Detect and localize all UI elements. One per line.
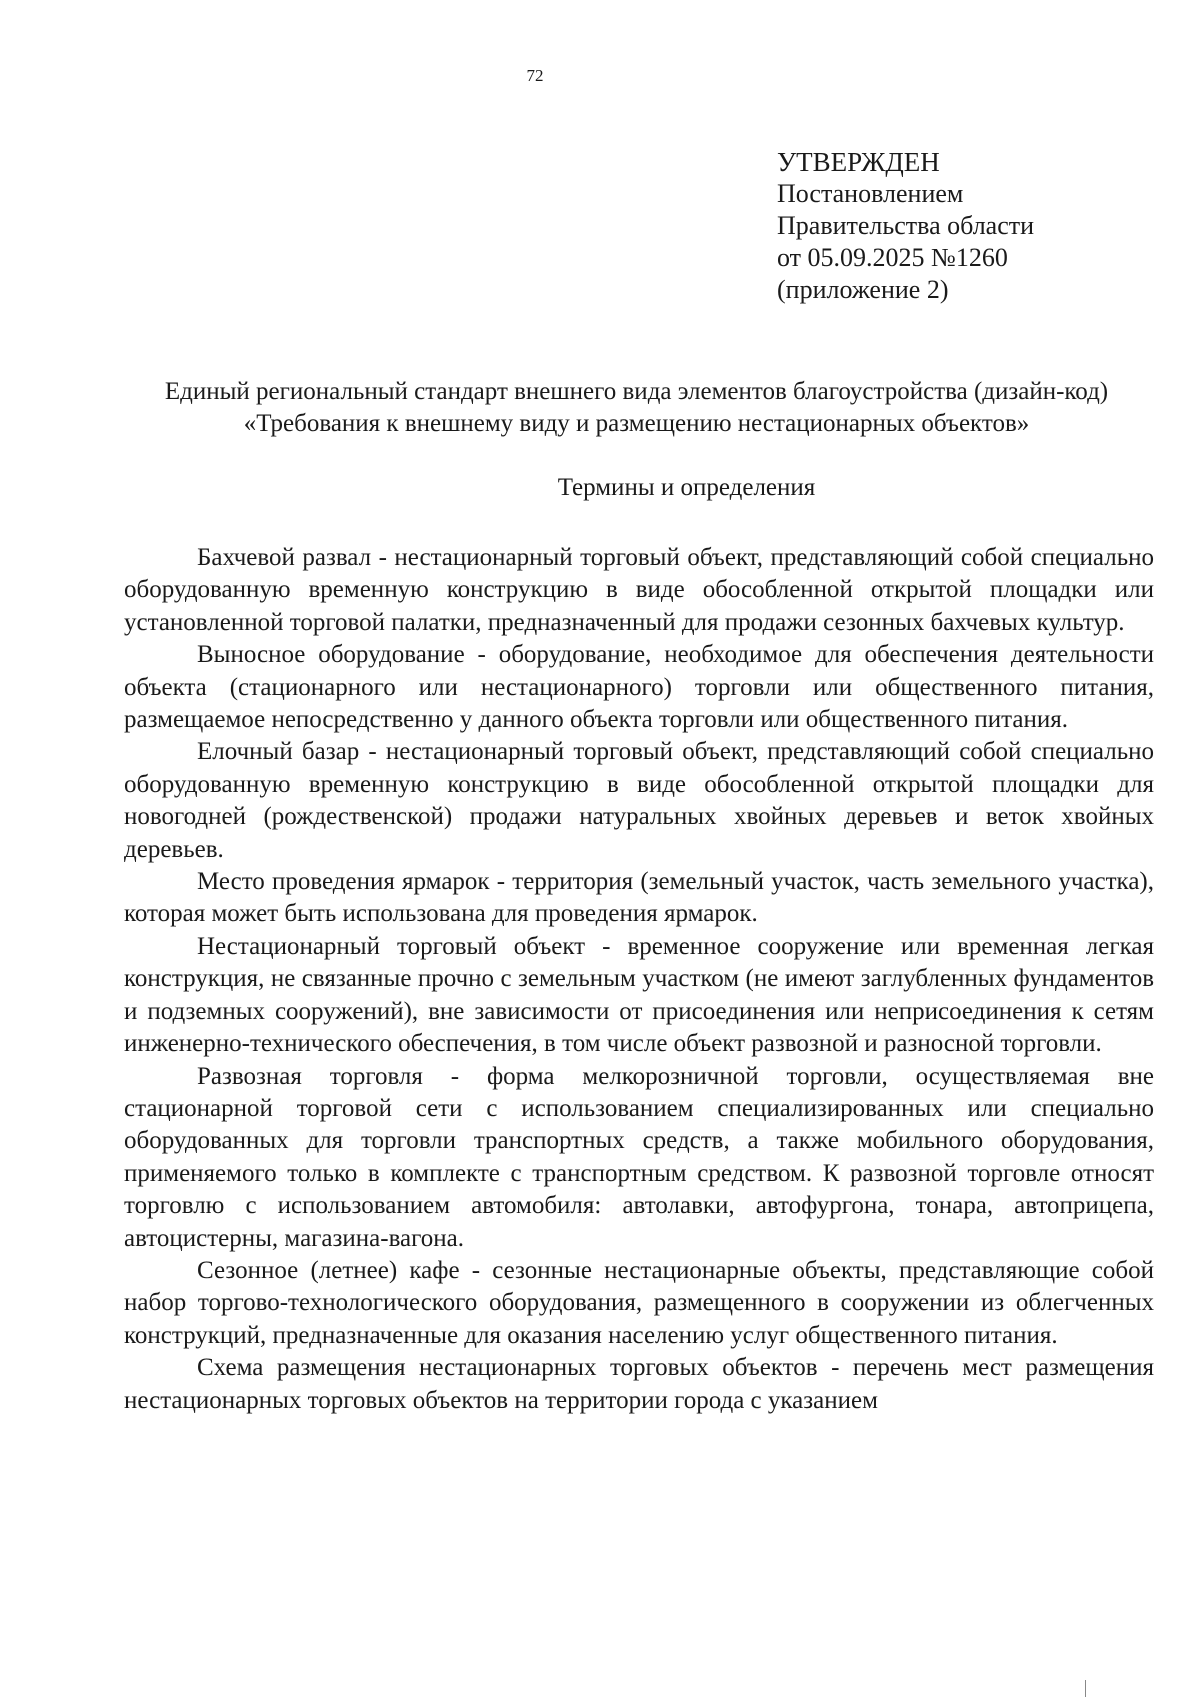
definition-paragraph: Нестационарный торговый объект - временное сооружение или временная легкая конструкция, не связанные прочно с земельным участком (не имеют заглубленных фундаментов и подземных сооружений), вне зависимости от присоединения или неприсоединения к сетям инженерно-технического обеспечения, в том числе объект развозной и разносной торговли. [124,932,1154,1058]
definition-paragraph: Развозная торговля - форма мелкорозничной торговли, осуществляемая вне стационарной торговой сети с использованием специализированных или специально оборудованных для торговли транспортных средств, а также мобильного оборудования, применяемого только в комплекте с транспортным средством. К развозной торговле относят торговлю с использованием автомобиля: автолавки, автофургона, тонара, автоприцепа, автоцистерны, магазина-вагона. [124,1062,1154,1252]
approval-line-appendix: (приложение 2) [777,275,949,304]
definition-paragraph: Бахчевой развал - нестационарный торговый объект, представляющий собой специально оборудованную временную конструкцию в виде обособленной открытой площадки или установленной торговой палатки, предназначенный для продажи сезонных бахчевых культур. [124,544,1154,636]
approval-line-date-number: от 05.09.2025 №1260 [777,243,1008,272]
approval-title: УТВЕРЖДЕН [777,147,940,177]
approval-line-resolution: Постановлением [777,179,964,208]
definition-paragraph: Выносное оборудование - оборудование, необходимое для обеспечения деятельности объекта (стационарного или нестационарного) торговли или общественного питания, размещаемое непосредственно у данного объекта торговли или общественного питания. [124,641,1154,734]
section-heading: Термины и определения [557,474,816,501]
definition-paragraph: Сезонное (летнее) кафе - сезонные нестационарные объекты, представляющие собой набор торгово-технологического оборудования, размещенного в сооружении из облегченных конструкций, предназначенные для оказания населению услуг общественного питания. [124,1256,1154,1349]
definition-paragraph: Схема размещения нестационарных торговых объектов - перечень мест размещения нестационарных торговых объектов на территории города с указанием [124,1354,1154,1414]
page-number: 72 [526,66,544,85]
definition-paragraph: Елочный базар - нестационарный торговый объект, представляющий собой специально оборудованную временную конструкцию в виде обособленной открытой площадки для новогодней (рождественской) продажи натуральных хвойных деревьев и веток хвойных деревьев. [124,738,1154,863]
approval-line-government: Правительства области [777,211,1035,240]
definition-paragraph: Место проведения ярмарок - территория (земельный участок, часть земельного участка), которая может быть использована для проведения ярмарок. [124,868,1154,928]
document-title: Единый региональный стандарт внешнего вида элементов благоустройства (дизайн-код) «Требования к внешнему виду и размещению нестационарных объектов» [164,378,1109,437]
approval-block [777,146,1034,306]
scan-artifact-mark [1085,1680,1086,1697]
definitions-list [124,542,1154,1417]
